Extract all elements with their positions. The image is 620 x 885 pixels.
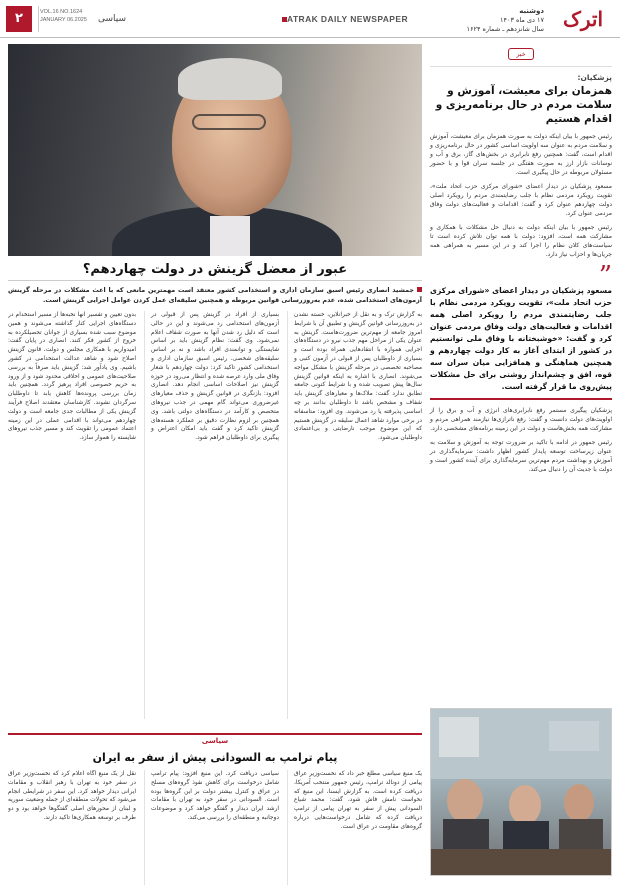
lead-text: جمشید انصاری رئیس اسبق سازمان اداری و استخدامی کشور معتقد است مهمترین مانعی که با اعث مشکلات در مرحله گزینش آزمون‌های استخدامی شده، عدم به‌روزرسانی قوانین مربوطه و همچنین سلیقه‌ای عمل کردن عوامل اجرایی گزینش است. — [8, 286, 422, 304]
story-title: همزمان برای معیشت، آموزش و سلامت مردم در حال برنامه‌ریزی و اقدام هستیم — [435, 85, 612, 125]
story-paragraph: مسعود پزشکیان در دیدار اعضای «شورای مرکزی حزب اتحاد ملت»، تقویت رویکرد مردمی نظام با جلب رضایتمندی مردم را رویکرد اصلی دولت چهاردهم عنوان کرد و گفت: اقدامات و فعالیت‌های دولت وفاق مردمی عنوان کرد. — [430, 183, 612, 217]
bottom-headline: پیام ترامپ به السودانی پیش از سفر به ایران — [92, 751, 338, 764]
page-number: ۲ — [6, 6, 32, 32]
news-badge: خبر — [508, 48, 534, 60]
meta-volume: VOL.16 NO.1624 — [40, 9, 83, 15]
story-paragraph: رئیس جمهور با بیان اینکه دولت به دنبال حل مشکلات با همکاری و مشارکت همه است، افزود: دولت با همه توان تلاش کرده است تا سیاست‌های کلان نظام را اجرا کند و در این مسیر به همراهی همه جریان‌ها و احزاب نیاز دارد. — [430, 224, 612, 258]
meta-date-en: JANUARY 06.2025 — [40, 17, 87, 23]
bottom-columns — [8, 770, 422, 885]
article-column-2: بسیاری از افراد در گزینش پس از قبولی در آزمون‌های استخدامی رد می‌شوند و این در حالی است که دلیل رد شدن آنها به صورت شفاف اعلام نمی‌شود. وی گفت: نظام گزینش باید بر اساس شایستگی و توانمندی افراد باشد و نه بر اساس سلیقه‌های شخصی. رئیس اسبق سازمان اداری و استخدامی کشور تاکید کرد: دولت چهاردهم با شعار وفاق ملی وارد عرصه شده و انتظار می‌رود در حوزه گزینش نیز اصلاحات اساسی انجام دهد. انصاری افزود: بازنگری در قوانین گزینش و حذف معیارهای غیرضروری می‌تواند گام مهمی در جذب نیروهای متخصص و کارآمد در دستگاه‌های دولتی باشد. وی همچنین بر لزوم نظارت دقیق بر عملکرد هسته‌های گزینش تاکید کرد و گفت باید امکان اعتراض و پیگیری برای داوطلبان فراهم شود. — [144, 311, 279, 719]
photo-glasses — [192, 114, 266, 130]
photo-shirt — [210, 216, 250, 256]
story-paragraph: رئیس جمهور در ادامه با تاکید بر ضرورت توجه به آموزش و سلامت به عنوان زیرساخت توسعه پایدار کشور اظهار داشت: سرمایه‌گذاری در آموزش و بهداشت مردم مهم‌ترین سرمایه‌گذاری برای آینده کشور است و دولت با جدیت آن را دنبال می‌کند. — [430, 439, 612, 473]
quote-mark-icon: ” — [598, 261, 612, 291]
issue-number: سال شانزدهم ـ شماره ۱۶۲۴ — [466, 25, 544, 33]
bottom-column-1: یک منبع سیاسی مطلع خبر داد که نخست‌وزیر عراق پیامی از دونالد ترامپ، رئیس جمهور منتخب آمریکا، دریافت کرده است. به گزارش ایسنا، این منبع که نخواست نامش فاش شود، گفت: محمد شیاع السودانی پیش از سفر به تهران پیامی از ترامپ دریافت کرده که شامل درخواست‌هایی درباره گروه‌های مقاومت در عراق است. — [287, 770, 422, 885]
quote-rule — [430, 398, 612, 400]
issue-meta-en — [40, 8, 87, 24]
headline-bar — [8, 262, 422, 281]
lead-paragraph — [8, 285, 422, 305]
bottom-section-label: سیاسی — [8, 733, 422, 745]
section-name: سیاسی — [97, 14, 126, 24]
paper-name-en — [279, 14, 408, 24]
story-paragraph: رئیس جمهور با بیان اینکه دولت به صورت همزمان برای معیشت، آموزش و سلامت مردم به عنوان سه اولویت اساسی کشور در حال برنامه‌ریزی و اقدام است، گفت: همچنین رفع نابرابری در بخش‌های گاز، برق و آب و نوسانات بازار ارز به صورت هفتگی در جلسه سران قوا و با حضور مسئولان مربوطه در حال پیگیری است. — [430, 133, 612, 176]
newspaper-logo: اترک — [562, 7, 604, 31]
meeting-photo-illustration — [430, 709, 611, 876]
masthead — [0, 0, 620, 38]
paper-name-text: ATRAK DAILY NEWSPAPER — [287, 14, 408, 24]
article-column-1: به گزارش ترک و به نقل از خبرآنلاین، خسته نشدن در به‌روزرسانی قوانین گزینش و تطبیق آن با شرایط امروز جامعه از مهم‌ترین ضرورت‌هاست. گزینش به عنوان یکی از مراحل مهم جذب نیرو در دستگاه‌های اجرایی همواره با انتقادهایی همراه بوده است و بسیاری از داوطلبان پس از قبولی در آزمون کتبی و مصاحبه تخصصی در مرحله گزینش با مشکل مواجه می‌شوند. انصاری با اشاره به اینکه قوانین گزینش سال‌ها پیش تصویب شده و با شرایط کنونی جامعه تطابق ندارد گفت: ملاک‌ها و معیارهای گزینش باید شفاف و مشخص باشد تا داوطلبان بدانند بر چه اساسی پذیرفته یا رد می‌شوند. وی افزود: متاسفانه در برخی موارد شاهد اعمال سلیقه در گزینش هستیم که این موضوع موجب نارضایتی و بی‌اعتمادی داوطلبان می‌شود. — [287, 311, 422, 719]
photo-hair — [178, 58, 282, 100]
date-block — [467, 7, 545, 34]
story-kicker: پزشکیان: — [577, 73, 612, 82]
interviewee-photo — [8, 44, 422, 256]
bottom-column-2: سیاسی دریافت کرد. این منبع افزود: پیام ترامپ شامل درخواست برای کاهش نفوذ گروه‌های مسلح در عراق و کنترل بیشتر دولت بر این گروه‌ها بوده است. السودانی در سفر خود به تهران با مقامات ارشد ایران دیدار و گفتگو خواهد کرد و موضوعات دوجانبه و منطقه‌ای را بررسی می‌کند. — [144, 770, 279, 885]
red-square-icon — [417, 287, 422, 292]
story-paragraph: پزشکیان پیگیری مستمر رفع نابرابری‌های انرژی و آب و برق را از اولویت‌های دولت دانست و گفت: رفع ناترازی‌ها نیازمند همراهی مردم و مشارکت همه بخش‌هاست و دولت در این زمینه برنامه‌های مشخصی دارد. — [430, 407, 612, 432]
main-story — [8, 44, 422, 719]
pull-quote-text: مسعود پزشکیان در دیدار اعضای «شورای مرکزی حزب اتحاد ملت»، تقویت رویکرد مردمی نظام با جلب رضایتمندی مردم را رویکرد اصلی همه اقدامات و فعالیت‌های دولت وفاق مردمی عنوان کرد و گفت: «خوشبختانه با وفاق ملی توانستیم در کشور از ابتدای آغاز به کار دولت چهاردهم و همچنین هماهنگی و همافزایی میان سران سه قوه، افق و چشم‌انداز روشنی برای حل مشکلات پیش‌روی ما قرار گرفته است. — [430, 286, 612, 391]
issue-date: ۱۷ دی ماه ۱۴۰۳ — [499, 16, 544, 24]
issue-day: دوشنبه — [519, 7, 544, 15]
article-column-3: بدون تعیین و تفسیر آنها نخبه‌ها از مسیر استخدام در دستگاه‌های اجرایی کنار گذاشته می‌شوند و همین موضوع سبب شده بسیاری از جوانان تحصیلکرده به خروج از کشور فکر کنند. انصاری در پایان گفت: امیدواریم با همکاری مجلس و دولت، قانون گزینش اصلاح شود و شاهد عدالت استخدامی در کشور باشیم. وی یادآور شد: گزینش باید صرفاً به بررسی صلاحیت‌های عمومی و اخلاقی محدود شود و از ورود به حریم خصوصی افراد پرهیز گردد. همچنین باید زمان بررسی پرونده‌ها کاهش یابد تا داوطلبان سرگردان نشوند. کارشناسان معتقدند اصلاح فرآیند گزینش یکی از مطالبات جدی جامعه است و دولت چهاردهم می‌تواند با اقدامی عملی در این زمینه اعتماد عمومی را تقویت کند و مسیر جذب نیروهای شایسته را هموار سازد. — [8, 312, 136, 442]
bottom-story — [8, 733, 422, 885]
meeting-photo — [430, 708, 612, 876]
bottom-column-3: نقل از یک منبع آگاه اعلام کرد که نخست‌وزیر عراق در سفر خود به تهران با رهبر انقلاب و مقامات ایرانی دیدار خواهد کرد. این سفر در شرایطی انجام می‌شود که تحولات منطقه‌ای از جمله وضعیت سوریه و لبنان از محورهای اصلی گفتگوها خواهد بود و دو طرف بر توسعه همکاری‌ها تاکید دارند. — [8, 771, 136, 821]
main-headline: عبور از معضل گزینش در دولت چهاردهم؟ — [82, 262, 348, 277]
right-news-column — [430, 48, 612, 479]
article-columns — [8, 311, 422, 719]
pull-quote — [430, 261, 612, 400]
divider — [430, 66, 612, 67]
